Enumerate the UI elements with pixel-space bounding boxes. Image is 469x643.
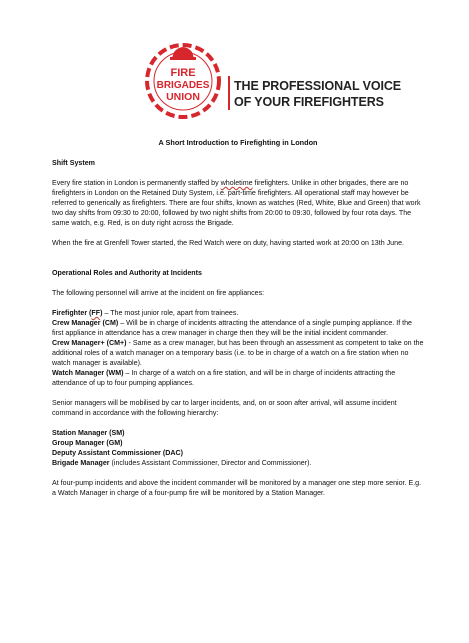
hierarchy-item	[52, 428, 424, 438]
logo-line3: UNION	[166, 91, 200, 103]
document-title: A Short Introduction to Firefighting in London	[158, 138, 318, 147]
role-name-close: )	[100, 309, 103, 317]
fbu-emblem	[147, 45, 219, 117]
role-desc: – In charge of a watch on a fire station, and will be in charge of incidents attracting the attendance of up to four pumping appliances.	[52, 369, 396, 387]
logo-line1: FIRE	[170, 67, 196, 79]
hierarchy-desc: (includes Assistant Commissioner, Director and Commissioner).	[109, 459, 312, 467]
role-name: Watch Manager (WM)	[52, 369, 124, 377]
role-item	[52, 368, 424, 388]
shift-paragraph-1	[52, 178, 424, 228]
role-abbr: FF	[91, 309, 101, 317]
logo-line2: BRIGADES	[156, 80, 210, 91]
roles-list	[52, 308, 424, 388]
senior-managers-paragraph: Senior managers will be mobilised by car to larger incidents, and, on or soon after arrival, will assume incident command in accordance with the following hierarchy:	[52, 399, 397, 417]
roles-intro: The following personnel will arrive at the incident on fire appliances:	[52, 289, 265, 297]
role-desc: – The most junior role, apart from trainees.	[102, 309, 239, 317]
logo-tagline-2: OF YOUR FIREFIGHTERS	[234, 95, 384, 109]
role-name: Firefighter (	[52, 309, 92, 317]
role-item	[52, 338, 424, 368]
spellcheck-word: wholetime	[220, 179, 253, 187]
hierarchy-item	[52, 438, 424, 448]
role-desc: - Same as a crew manager, but has been through an assessment as competent to take on the additional roles of a watch manager on a temporary basis (i.e. to be in charge of a watch on a fire station when no watch manager is available).	[52, 339, 424, 367]
text-run: Every fire station in London is permanently staffed by	[52, 179, 221, 187]
document-body	[52, 138, 424, 508]
hierarchy-name: Deputy Assistant Commissioner (DAC)	[52, 449, 183, 457]
role-item	[52, 308, 424, 318]
section-heading-shift-system: Shift System	[52, 159, 95, 167]
hierarchy-item	[52, 448, 424, 458]
monitoring-paragraph: At four-pump incidents and above the incident commander will be monitored by a manager one step more senior. E.g. a Watch Manager in charge of a four-pump fire will be monitored by a Station Manager.	[52, 479, 422, 497]
fbu-logo	[138, 34, 402, 124]
hierarchy-name: Group Manager (GM)	[52, 439, 123, 447]
role-item	[52, 318, 424, 338]
role-name: Crew Manager+ (CM+)	[52, 339, 127, 347]
shift-paragraph-2: When the fire at Grenfell Tower started, the Red Watch were on duty, having started work at 20:00 on 13th June.	[52, 239, 404, 247]
text-run: firefighters. Unlike in other brigades, there are no firefighters in London on the Retained Duty System, i.e. part-time firefighters. All operational staff may however be referred to generically as firefighters. There are four shifts, known as watches (Red, White, Blue and Green) that work two day shifts from 09:30 to 20:00, followed by two night shifts from 20:00 to 09:30, followed by four rota days. The same watch, e.g. Red, is on duty right across the Brigade.	[52, 179, 421, 227]
hierarchy-name: Station Manager (SM)	[52, 429, 125, 437]
logo-divider	[228, 76, 230, 110]
hierarchy-item	[52, 458, 424, 468]
hierarchy-list	[52, 428, 424, 468]
role-name: Crew Manager (CM)	[52, 319, 119, 327]
section-heading-roles: Operational Roles and Authority at Incidents	[52, 269, 202, 277]
logo-tagline-1: THE PROFESSIONAL VOICE	[234, 79, 402, 93]
role-desc: – Will be in charge of incidents attracting the attendance of a single pumping appliance. If the first appliance in attendance has a crew manager in charge then they will be the initial incident commander.	[52, 319, 413, 337]
hierarchy-name: Brigade Manager	[52, 459, 110, 467]
